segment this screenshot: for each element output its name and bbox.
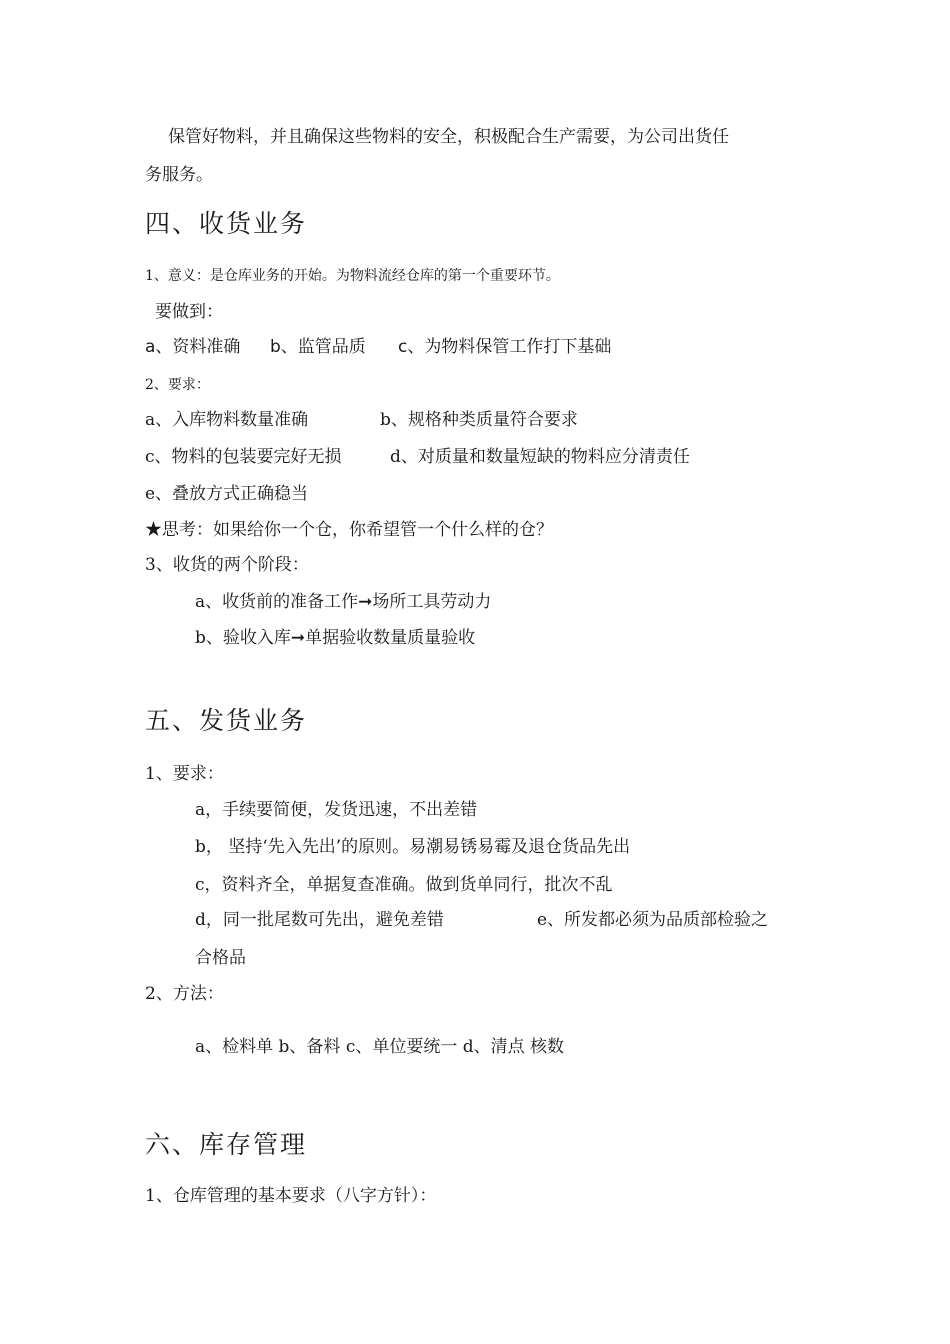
section-5-item-2: 2、方法： (145, 984, 224, 1004)
section-5-method: a、检料单 b、备料 c、单位要统一 d、清点 核数 (195, 1037, 565, 1057)
section-4-todo-a (145, 339, 240, 356)
section-4-req-c: c、物料的包装要完好无损 (145, 447, 342, 467)
section-4-todo-label: 要做到： (155, 302, 223, 322)
section-4-stage-a: a、收货前的准备工作➞场所工具劳动力 (195, 592, 492, 612)
section-4-todo-b: b、监管品质 (270, 337, 366, 357)
section-4-req-a: a、入库物料数量准确 (145, 410, 309, 430)
section-4-req-b: b、规格种类质量符合要求 (380, 410, 578, 430)
section-5-req-a: a，手续要简便，发货迅速，不出差错 (195, 800, 478, 820)
section-5-req-c: c，资料齐全，单据复查准确。做到货单同行，批次不乱 (195, 875, 613, 895)
section-5-req-d: d，同一批尾数可先出，避免差错 (195, 910, 444, 930)
section-5-req-b: b， 坚持‘先入先出’的原则。易潮易锈易霉及退仓货品先出 (195, 837, 631, 857)
section-5-req-e-cont: 合格品 (195, 948, 246, 968)
section-5-heading: 五、发货业务 (145, 706, 308, 735)
section-5-item-1: 1、要求： (145, 764, 224, 784)
section-4-item-1: 1、意义：是仓库业务的开始。为物料流经仓库的第一个重要环节。 (145, 268, 560, 284)
section-4-think: ★思考：如果给你一个仓，你希望管一个什么样的仓？ (145, 520, 553, 540)
section-5-req-e: e、所发都必须为品质部检验之 (537, 910, 769, 930)
todo-a-text: a、资料准确 (145, 337, 241, 357)
section-6-item-1: 1、仓库管理的基本要求（八字方针）： (145, 1186, 437, 1206)
section-4-item-3: 3、收货的两个阶段： (145, 555, 309, 575)
section-4-heading: 四、收货业务 (145, 209, 308, 238)
section-4-stage-b: b、验收入库➞单据验收数量质量验收 (195, 628, 476, 648)
section-4-todo-c: c、为物料保管工作打下基础 (398, 337, 612, 357)
intro-line-1: 保管好物料，并且确保这些物料的安全，积极配合生产需要，为公司出货任 (168, 127, 729, 147)
section-6-heading: 六、库存管理 (145, 1130, 308, 1159)
section-4-req-d: d、对质量和数量短缺的物料应分清责任 (390, 447, 690, 467)
intro-line-2: 务服务。 (145, 165, 213, 185)
section-4-item-2: 2、要求： (145, 377, 210, 393)
section-4-req-e: e、叠放方式正确稳当 (145, 484, 309, 504)
